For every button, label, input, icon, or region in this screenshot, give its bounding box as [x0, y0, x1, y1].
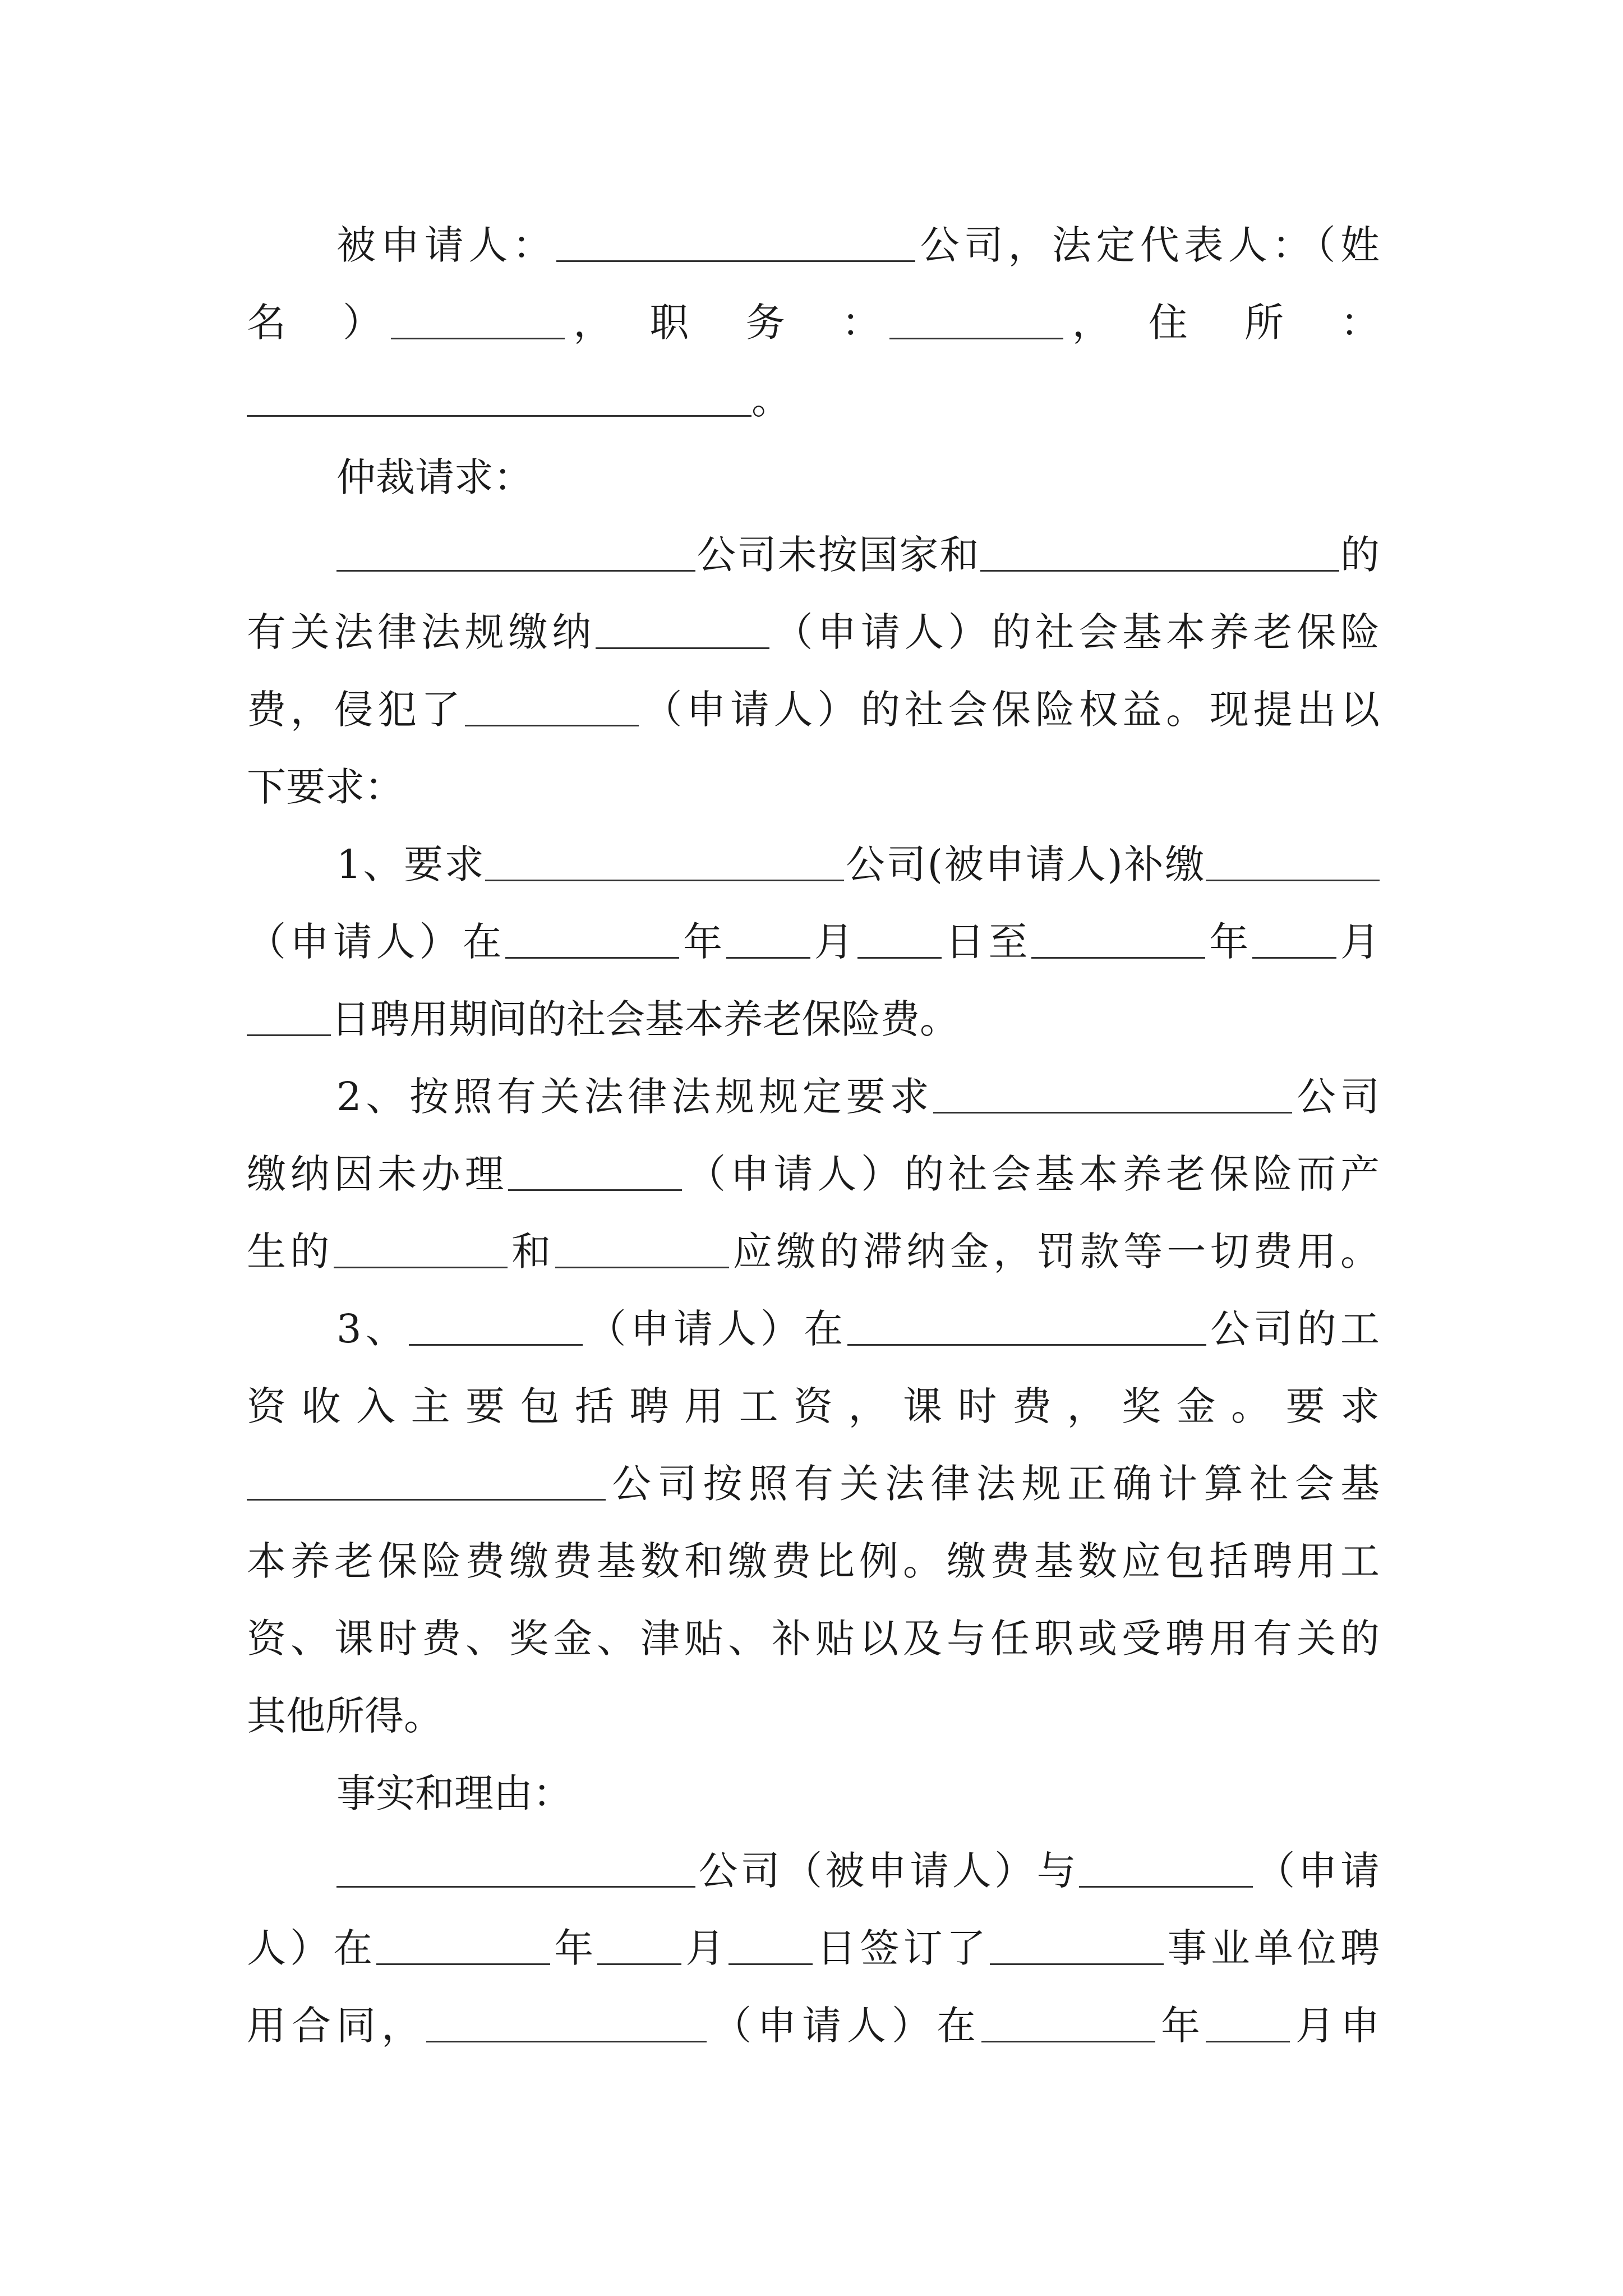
text: 用合同，	[247, 2003, 426, 2049]
text: 有关法律法规缴纳	[247, 609, 596, 655]
text: 月申	[1290, 2003, 1380, 2049]
text: 年	[550, 1925, 598, 1971]
fill-blank[interactable]	[334, 1227, 508, 1268]
text: 月	[681, 1925, 729, 1971]
fill-blank[interactable]	[990, 1924, 1164, 1965]
text: 公司	[1292, 1074, 1380, 1120]
fill-blank[interactable]	[336, 1847, 695, 1888]
fill-blank[interactable]	[508, 1150, 682, 1191]
text: 费，侵犯了	[247, 687, 465, 733]
request-3-line	[247, 1685, 1380, 1747]
fill-blank[interactable]	[857, 918, 942, 959]
text: 资收入主要包括聘用工资，课时费，奖金。要求	[247, 1383, 1380, 1429]
request-3-line	[247, 1608, 1380, 1669]
request-3-line	[247, 1298, 1380, 1360]
text: 年	[679, 919, 726, 965]
text: 名 ）	[247, 300, 391, 346]
fill-blank[interactable]	[981, 2001, 1155, 2042]
request-1-line	[247, 988, 1380, 1050]
text: 月	[810, 919, 857, 965]
fill-blank[interactable]	[376, 1924, 550, 1965]
fill-blank[interactable]	[247, 1460, 606, 1501]
text: 事实和理由：	[336, 1770, 572, 1816]
fill-blank[interactable]	[596, 608, 769, 649]
facts-line	[247, 1840, 1380, 1902]
text: 年	[1155, 2003, 1206, 2049]
request-2-line	[247, 1066, 1380, 1128]
text: （申请人）在	[247, 919, 506, 965]
fill-blank[interactable]	[485, 840, 844, 881]
text: （申请人）的社会基本养老保险而产	[682, 1151, 1380, 1197]
text: 。	[751, 377, 791, 423]
respondent-line-2	[247, 292, 1380, 353]
fill-blank[interactable]	[336, 531, 695, 572]
fill-blank[interactable]	[505, 918, 679, 959]
text: （申请人）在	[707, 2003, 981, 2049]
fill-blank[interactable]	[247, 995, 331, 1036]
respondent-line-3	[247, 369, 1380, 431]
text: 月	[1336, 919, 1380, 965]
fill-blank[interactable]	[889, 298, 1063, 339]
paragraph-line	[247, 756, 1380, 818]
text: 1、要求	[336, 841, 486, 887]
text: 日签订了	[813, 1925, 990, 1971]
text: ， 职 务 ：	[564, 300, 890, 346]
fill-blank[interactable]	[465, 685, 639, 726]
text: 公司的工	[1206, 1306, 1380, 1352]
text: 公司（被申请人）与	[695, 1848, 1079, 1894]
fill-blank[interactable]	[247, 376, 751, 417]
text: 被申请人：	[336, 222, 557, 268]
text: 3、	[336, 1306, 409, 1352]
facts-line	[247, 1995, 1380, 2056]
fill-blank[interactable]	[1079, 1847, 1253, 1888]
request-3-line	[247, 1530, 1380, 1592]
text: 公司(被申请人)补缴	[844, 841, 1206, 887]
request-1-line	[247, 834, 1380, 895]
paragraph-line	[247, 524, 1380, 586]
text: 下要求：	[247, 764, 404, 810]
text: 生的	[247, 1228, 334, 1274]
fill-blank[interactable]	[933, 1073, 1292, 1114]
fill-blank[interactable]	[409, 1305, 583, 1346]
text: 资、课时费、奖金、津贴、补贴以及与任职或受聘用有关的	[247, 1616, 1380, 1662]
fill-blank[interactable]	[728, 1924, 813, 1965]
facts-line	[247, 1917, 1380, 1979]
respondent-line	[247, 214, 1380, 276]
text: 公司按照有关法律法规正确计算社会基	[606, 1461, 1380, 1507]
request-1-line	[247, 911, 1380, 973]
fill-blank[interactable]	[426, 2001, 707, 2042]
text: （申请人）的社会保险权益。现提出以	[638, 687, 1380, 733]
text: （申请	[1252, 1848, 1380, 1894]
section-heading	[247, 447, 1380, 508]
fill-blank[interactable]	[391, 298, 565, 339]
text: 缴纳因未办理	[247, 1151, 509, 1197]
request-3-line	[247, 1453, 1380, 1515]
text: ， 住 所 ：	[1063, 300, 1380, 346]
paragraph-line	[247, 679, 1380, 740]
text: 和	[507, 1228, 555, 1274]
text: 公司，法定代表人：（姓	[915, 222, 1380, 268]
text: 其他所得。	[247, 1693, 443, 1739]
fill-blank[interactable]	[1252, 918, 1336, 959]
text: 日至	[941, 919, 1032, 965]
text: 年	[1205, 919, 1253, 965]
text: 仲裁请求：	[336, 454, 533, 500]
fill-blank[interactable]	[847, 1305, 1206, 1346]
text: 应缴的滞纳金，罚款等一切费用。	[728, 1228, 1380, 1274]
text: 本养老保险费缴费基数和缴费比例。缴费基数应包括聘用工	[247, 1538, 1380, 1584]
section-heading	[247, 1763, 1380, 1824]
fill-blank[interactable]	[980, 531, 1339, 572]
text: 日聘用期间的社会基本养老保险费。	[331, 996, 959, 1042]
text: 的	[1339, 532, 1380, 578]
paragraph-line	[247, 601, 1380, 663]
request-2-line	[247, 1143, 1380, 1205]
fill-blank[interactable]	[1031, 918, 1205, 959]
text: 2、按照有关法律法规规定要求	[336, 1074, 934, 1120]
text: 公司未按国家和	[695, 532, 980, 578]
text: （申请人）在	[583, 1306, 847, 1352]
request-3-line	[247, 1375, 1380, 1437]
text: 人）在	[247, 1925, 377, 1971]
text: 事业单位聘	[1163, 1925, 1380, 1971]
fill-blank[interactable]	[555, 1227, 729, 1268]
fill-blank[interactable]	[597, 1924, 681, 1965]
fill-blank[interactable]	[1206, 2001, 1290, 2042]
text: （申请人）的社会基本养老保险	[769, 609, 1380, 655]
fill-blank[interactable]	[726, 918, 810, 959]
fill-blank[interactable]	[556, 221, 915, 262]
fill-blank[interactable]	[1206, 840, 1380, 881]
request-2-line	[247, 1221, 1380, 1282]
